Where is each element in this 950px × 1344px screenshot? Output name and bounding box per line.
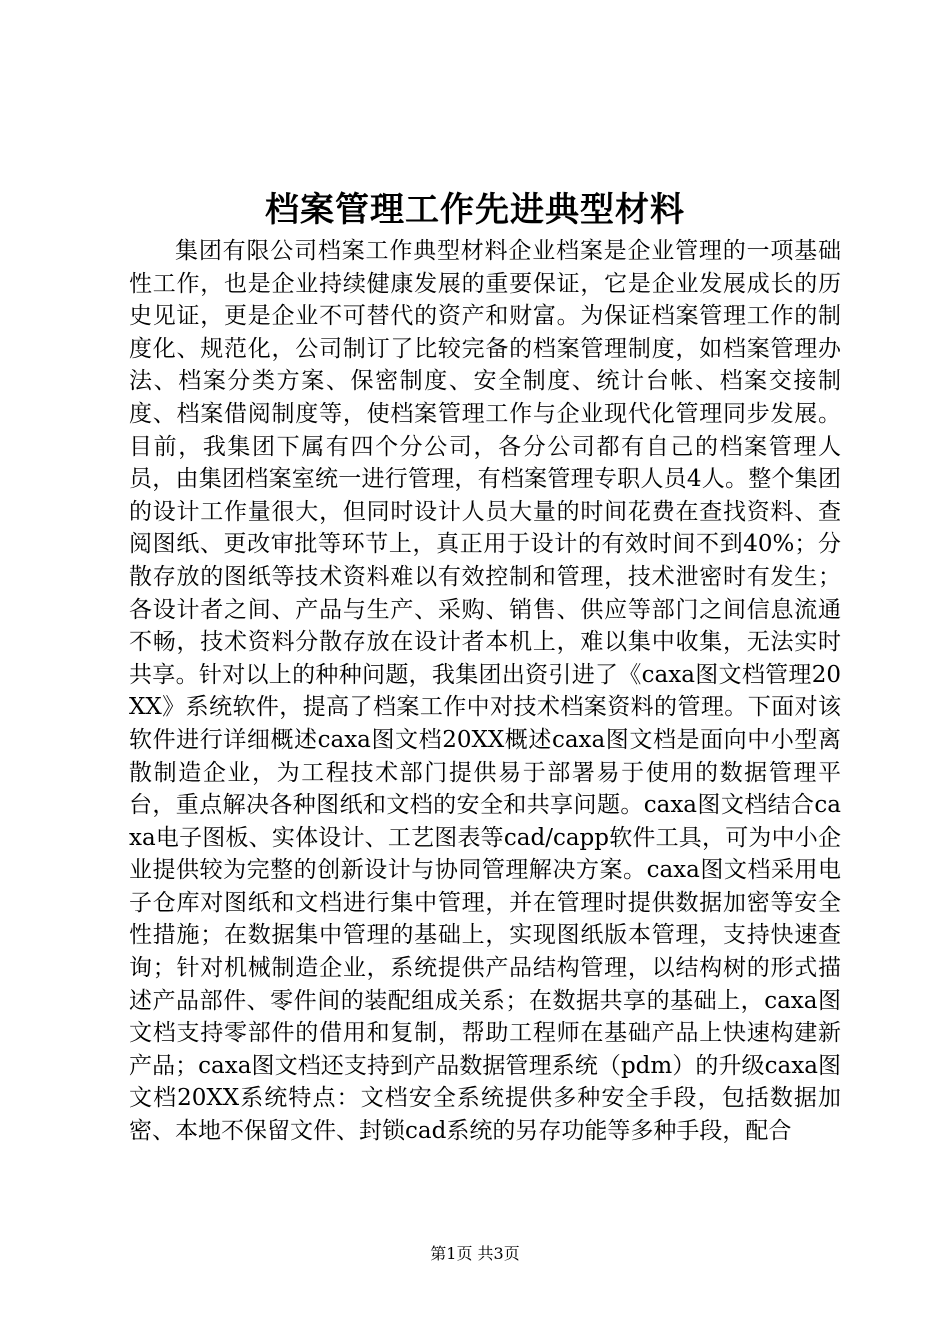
body-paragraph: 集团有限公司档案工作典型材料企业档案是企业管理的一项基础性工作，也是企业持续健康发展的重要保证，它是企业发展成长的历史见证，更是企业不可替代的资产和财富。为保证档案管理工作的制度化、规范化，公司制订了比较完备的档案管理制度，如档案管理办法、档案分类方案、保密制度、安全制度、统计台帐、档案交接制度、档案借阅制度等，使档案管理工作与企业现代化管理同步发展。目前，我集团下属有四个分公司，各分公司都有自己的档案管理人员，由集团档案室统一进行管理，有档案管理专职人员4人。整个集团的设计工作量很大，但同时设计人员大量的时间花费在查找资料、查阅图纸、更改审批等环节上，真正用于设计的有效时间不到40%；分散存放的图纸等技术资料难以有效控制和管理，技术泄密时有发生；各设计者之间、产品与生产、采购、销售、供应等部门之间信息流通不畅，技术资料分散存放在设计者本机上，难以集中收集，无法实时共享。针对以上的种种问题，我集团出资引进了《caxa图文档管理20XX》系统软件，提高了档案工作中对技术档案资料的管理。下面对该软件进行详细概述caxa图文档20XX概述caxa图文档是面向中小型离散制造企业，为工程技术部门提供易于部署易于使用的数据管理平台，重点解决各种图纸和文档的安全和共享问题。caxa图文档结合caxa电子图板、实体设计、工艺图表等cad/capp软件工具，可为中小企业提供较为完整的创新设计与协同管理解决方案。caxa图文档采用电子仓库对图纸和文档进行集中管理，并在管理时提供数据加密等安全性措施；在数据集中管理的基础上，实现图纸版本管理，支持快速查询；针对机械制造企业，系统提供产品结构管理，以结构树的形式描述产品部件、零件间的装配组成关系；在数据共享的基础上，caxa图文档支持零部件的借用和复制，帮助工程师在基础产品上快速构建新产品；caxa图文档还支持到产品数据管理系统（pdm）的升级caxa图文档20XX系统特点：文档安全系统提供多种安全手段，包括数据加密、本地不保留文件、封锁cad系统的另存功能等多种手段，配合	[129, 238, 841, 1145]
page-number-footer: 第1页 共3页	[430, 1244, 520, 1263]
page-title: 档案管理工作先进典型材料	[265, 190, 685, 230]
